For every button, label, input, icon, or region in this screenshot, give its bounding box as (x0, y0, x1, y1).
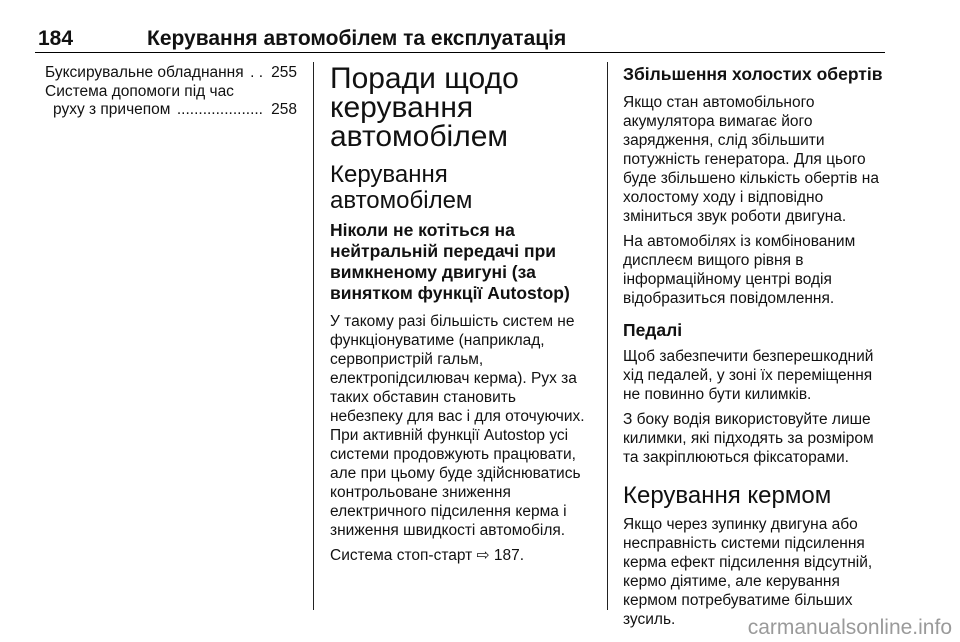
toc-leader-dots: .................... (176, 101, 263, 118)
body-paragraph: Щоб забезпечити безперешкодний хід педалей, у зоні їх переміщення не повинно бути килимків. (623, 348, 874, 403)
body-paragraph: Якщо через зупинку двигуна або несправність системи підсилення керма ефект підсилення відсутній, кермо діятиме, але керування кермом потребуватиме більших зусиль. (623, 516, 873, 628)
cross-reference-link[interactable]: Система стоп-старт ⇨ 187. (330, 547, 525, 564)
toc-entry[interactable] (45, 64, 297, 83)
subsection-title-idle: Збільшення холостих обертів (623, 64, 883, 84)
subsection-title: Ніколи не котіться на нейтральній передачі при вимкненому двигуні (за винятком функції Autostop) (330, 220, 570, 303)
page-header (35, 24, 885, 53)
body-paragraph: На автомобілях із комбінованим дисплеєм вищого рівня в інформаційному центрі водія відобразиться повідомлення. (623, 233, 856, 307)
column-divider-right (607, 62, 608, 610)
watermark: carmanualsonline.info (747, 616, 952, 639)
column-right (623, 64, 888, 635)
toc-entry-text: руху з причепом (53, 101, 171, 118)
toc-entry[interactable] (45, 101, 297, 120)
toc-entry-text: Система допомоги під час (45, 82, 234, 100)
body-paragraph: З боку водія використовуйте лише килимки, які підходять за розміром та закріплюються фіксаторами. (623, 411, 874, 466)
body-paragraph: У такому разі більшість систем не функціонуватиме (наприклад, сервопристрій гальм, електропідсилювач керма). Рух за таких обставин становить небезпеку для вас і для оточуючих. При активній функції Autostop усі системи продовжують працювати, але при цьому буде здійснюватись контрольоване зниження електричного підсилення керма і зниження швидкості автомобіля. (330, 313, 585, 539)
toc-entry-page: 255 (271, 64, 297, 81)
toc-leader-dots: . . (250, 64, 263, 81)
running-title: Керування автомобілем та експлуатація (147, 27, 567, 50)
body-paragraph: Якщо стан автомобільного акумулятора вимагає його зарядження, слід збільшити потужність генератора. Для цього буде збільшено кількість обертів на холостому ходу і відповідно зміниться звук роботи двигуна. (623, 94, 879, 225)
subsection-title-pedals: Педалі (623, 320, 683, 340)
column-middle (330, 64, 592, 571)
toc-list (45, 64, 297, 120)
section-title: Керування автомобілем (330, 161, 473, 214)
toc-entry[interactable] (45, 83, 297, 102)
toc-entry-text: Буксирувальне обладнання (45, 64, 244, 81)
page-number: 184 (38, 27, 74, 50)
toc-entry-page: 258 (271, 101, 297, 118)
main-title: Поради щодо керування автомобілем (330, 62, 519, 153)
section-title-steering: Керування кермом (623, 482, 832, 509)
column-divider-left (313, 62, 314, 610)
